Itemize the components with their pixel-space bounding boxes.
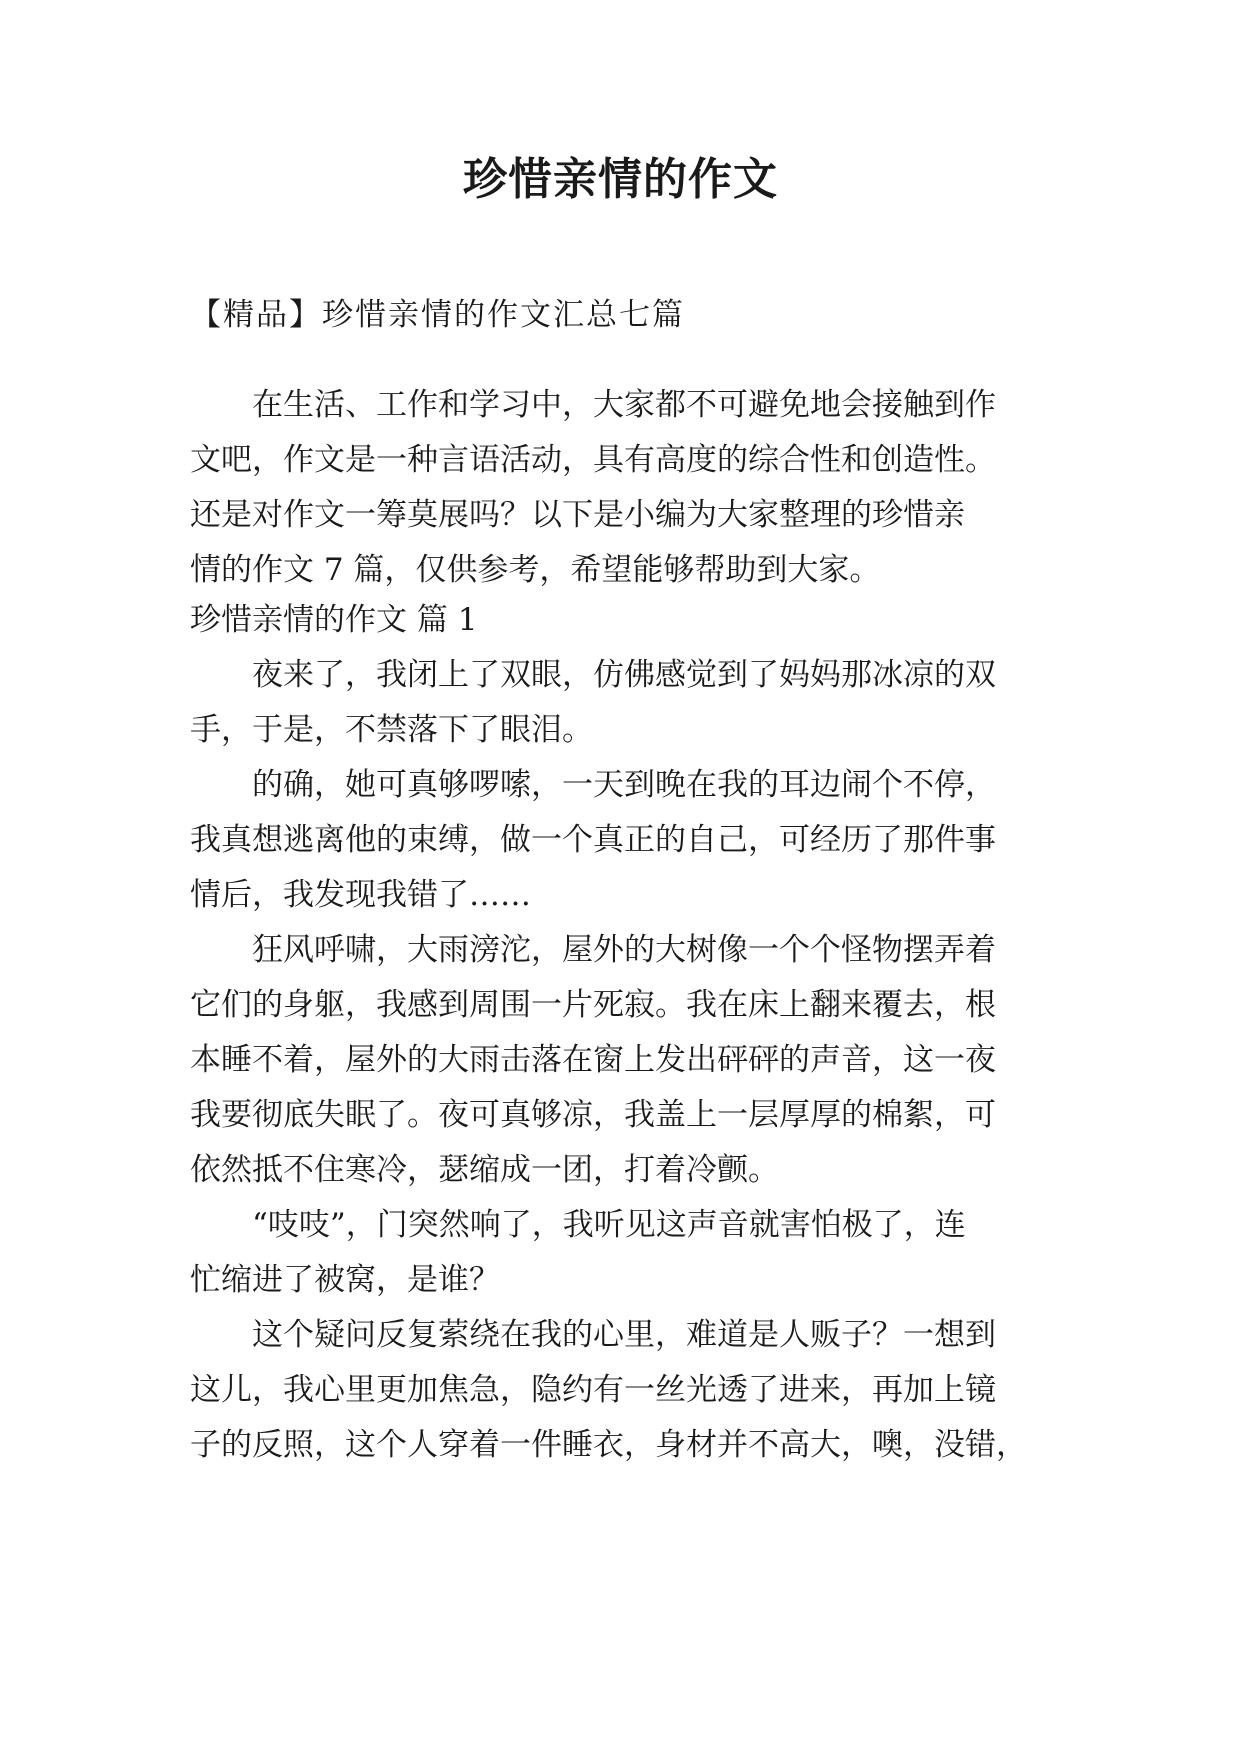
body-line: “吱吱”，门突然响了，我听见这声音就害怕极了，连 <box>190 1207 966 1243</box>
body-line: 我要彻底失眠了。夜可真够凉，我盖上一层厚厚的棉絮，可 <box>190 1097 996 1133</box>
body-line: 狂风呼啸，大雨滂沱，屋外的大树像一个个怪物摆弄着 <box>190 932 996 968</box>
section-heading: 珍惜亲情的作文 篇 1 <box>190 602 478 638</box>
body-line: 情后，我发现我错了…… <box>190 877 531 913</box>
body-line: 这个疑问反复萦绕在我的心里，难道是人贩子？一想到 <box>190 1317 996 1353</box>
body-line: 情的作文 7 篇，仅供参考，希望能够帮助到大家。 <box>190 552 881 588</box>
body-line: 依然抵不住寒冷，瑟缩成一团，打着冷颤。 <box>190 1152 779 1188</box>
body-line: 子的反照，这个人穿着一件睡衣，身材并不高大，噢，没错， <box>190 1427 1027 1463</box>
body-line: 它们的身躯，我感到周围一片死寂。我在床上翻来覆去，根 <box>190 987 996 1023</box>
body-line: 我真想逃离他的束缚，做一个真正的自己，可经历了那件事 <box>190 822 996 858</box>
body-line: 夜来了，我闭上了双眼，仿佛感觉到了妈妈那冰凉的双 <box>190 657 996 693</box>
body-line: 手，于是，不禁落下了眼泪。 <box>190 712 593 748</box>
body-line: 文吧，作文是一种言语活动，具有高度的综合性和创造性。 <box>190 442 996 478</box>
document-title: 珍惜亲情的作文 <box>463 154 778 205</box>
body-line: 在生活、工作和学习中，大家都不可避免地会接触到作 <box>190 387 996 423</box>
body-line: 这儿，我心里更加焦急，隐约有一丝光透了进来，再加上镜 <box>190 1372 996 1408</box>
body-line: 还是对作文一筹莫展吗？以下是小编为大家整理的珍惜亲 <box>190 497 965 533</box>
body-line: 的确，她可真够啰嗦，一天到晚在我的耳边闹个不停， <box>190 767 996 803</box>
body-line: 忙缩进了被窝，是谁？ <box>190 1262 500 1298</box>
body-line: 本睡不着，屋外的大雨击落在窗上发出砰砰的声音，这一夜 <box>190 1042 996 1078</box>
document-subtitle: 【精品】珍惜亲情的作文汇总七篇 <box>190 297 685 333</box>
